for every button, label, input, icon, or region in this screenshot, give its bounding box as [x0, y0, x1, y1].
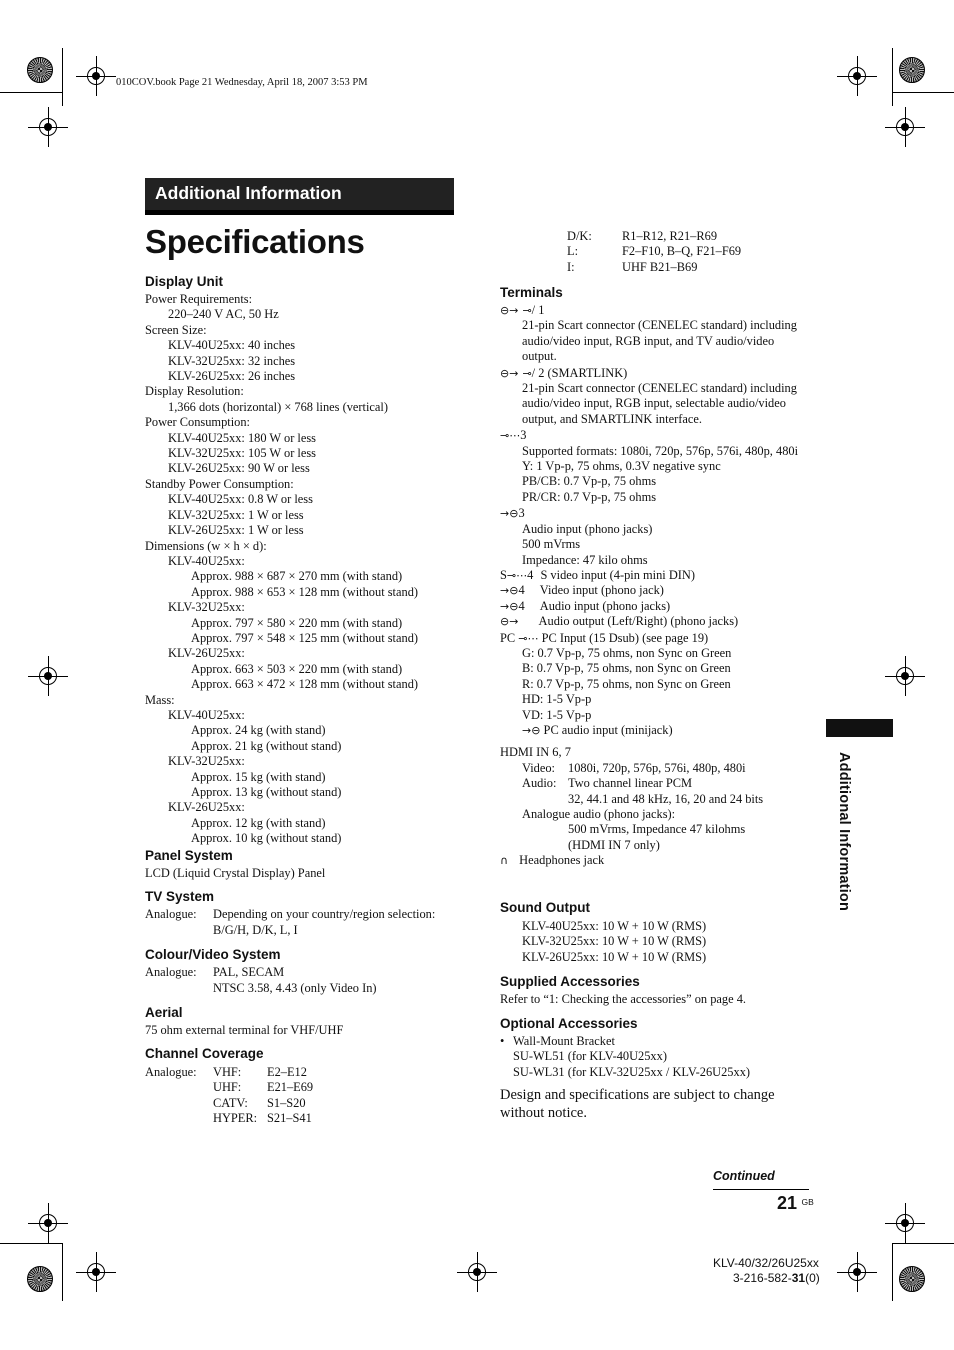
- spec-line: 21-pin Scart connector (CENELEC standard) including: [522, 318, 797, 333]
- spec-line: KLV-26U25xx:: [168, 646, 245, 661]
- note-line: without notice.: [500, 1105, 587, 1121]
- side-tab-label: Additional Information: [836, 752, 852, 912]
- spec-line: KLV-40U25xx:: [168, 553, 245, 568]
- spec-line: Approx. 10 kg (without stand): [191, 831, 342, 846]
- spec-line: Approx. 13 kg (without stand): [191, 785, 342, 799]
- spec-line: Analogue audio (phono jacks):: [522, 807, 676, 821]
- av-input-icon: ⊖→: [500, 366, 519, 380]
- spec-line: KLV-40U25xx: 180 W or less: [168, 430, 317, 445]
- tv-system-line: B/G/H, D/K, L, I: [213, 923, 298, 937]
- sound-output-list: [522, 919, 706, 965]
- tv-system-heading: TV System: [145, 889, 215, 904]
- spec-line: Approx. 663 × 472 × 128 mm (without stand): [191, 677, 419, 692]
- spec-line: Impedance: 47 kilo ohms: [522, 552, 648, 567]
- section-banner-label: Additional Information: [155, 183, 342, 203]
- supplied-accessories-text: Refer to “1: Checking the accessories” on page 4.: [500, 992, 746, 1006]
- spec-line: KLV-26U25xx: 90 W or less: [168, 461, 310, 476]
- colour-system-line: PAL, SECAM: [213, 965, 285, 979]
- spec-line: G: 0.7 Vp-p, 75 ohms, non Sync on Green: [522, 645, 732, 660]
- spec-line: Approx. 988 × 687 × 270 mm (with stand): [191, 569, 403, 584]
- pc-audio-input: →⊖ PC audio input (minijack): [522, 722, 673, 737]
- audio-output-icon: ⊖→: [500, 615, 519, 629]
- panel-system-heading: Panel System: [145, 848, 233, 863]
- tv-system-line: Depending on your country/region selection:: [213, 907, 436, 921]
- terminal-1: ⊖→ ⊸/ 1: [500, 303, 545, 317]
- tv-system-label: Analogue:: [145, 907, 197, 921]
- audio-input-icon: →⊖: [500, 507, 519, 521]
- spec-line: R: 0.7 Vp-p, 75 ohms, non Sync on Green: [522, 676, 731, 691]
- channel-row: I: UHF B21–B69: [567, 259, 698, 274]
- pc-audio-icon: →⊖: [522, 723, 541, 737]
- spec-line: Approx. 15 kg (with stand): [191, 769, 326, 784]
- hdmi-audio: Audio: Two channel linear PCM: [522, 776, 693, 791]
- spec-line: KLV-26U25xx:: [168, 800, 245, 815]
- colour-system-line: NTSC 3.58, 4.43 (only Video In): [213, 981, 377, 995]
- page-title: Specifications: [145, 223, 365, 260]
- spec-line: KLV-26U25xx: 10 W + 10 W (RMS): [522, 949, 707, 964]
- channel-row: CATV: S1–S20: [213, 1095, 306, 1110]
- print-header-note: 010COV.book Page 21 Wednesday, April 18, 2007 3:53 PM: [116, 77, 368, 88]
- section-banner: [145, 178, 454, 215]
- component-input-icon: ⊸⋯: [500, 429, 521, 443]
- colour-system-label: Analogue:: [145, 965, 197, 979]
- design-note: [500, 1086, 775, 1122]
- registration-sun-icon: [27, 1266, 53, 1292]
- model-number: KLV-40/32/26U25xx: [713, 1256, 819, 1270]
- spec-line: SU-WL51 (for KLV-40U25xx): [513, 1049, 667, 1064]
- spec-line: VD: 1-5 Vp-p: [522, 707, 592, 722]
- spec-line: KLV-32U25xx: 105 W or less: [168, 446, 317, 461]
- channel-row: L: F2–F10, B–Q, F21–F69: [567, 244, 742, 259]
- spec-line: B: 0.7 Vp-p, 75 ohms, non Sync on Green: [522, 661, 731, 676]
- pc-input-icon: ⊸⋯: [518, 631, 539, 645]
- spec-line: Supported formats: 1080i, 720p, 576p, 576i, 480p, 480i: [522, 443, 799, 458]
- spec-line: KLV-26U25xx: 26 inches: [168, 369, 296, 384]
- spec-line: Approx. 797 × 548 × 125 mm (without stand): [191, 630, 419, 645]
- spec-line: Power Requirements:: [145, 292, 253, 306]
- spec-line: Audio input (phono jacks): [522, 521, 653, 536]
- hdmi-video: Video: 1080i, 720p, 576p, 576i, 480p, 480i: [522, 760, 746, 775]
- spec-line: Approx. 797 × 580 × 220 mm (with stand): [191, 615, 403, 630]
- channel-coverage-heading: Channel Coverage: [145, 1046, 264, 1061]
- audio-input-icon: →⊖: [500, 599, 519, 613]
- supplied-accessories-heading: Supplied Accessories: [500, 974, 640, 989]
- registration-sun-icon: [899, 57, 925, 83]
- channel-row: HYPER: S21–S41: [213, 1111, 312, 1126]
- spec-line: output.: [522, 349, 557, 364]
- optional-accessories-list: [500, 1034, 750, 1080]
- spec-line: HD: 1-5 Vp-p: [522, 692, 592, 707]
- display-unit-list: [145, 292, 418, 847]
- spec-line: PB/CB: 0.7 Vp-p, 75 ohms: [522, 474, 657, 489]
- spec-line: SU-WL31 (for KLV-32U25xx / KLV-26U25xx): [513, 1064, 751, 1079]
- audio-output: ⊖→ Audio output (Left/Right) (phono jacks): [500, 614, 739, 629]
- spec-line: KLV-32U25xx: 1 W or less: [168, 507, 304, 522]
- hdmi-heading: HDMI IN 6, 7: [500, 745, 571, 760]
- terminal-3: ⊸⋯3: [500, 428, 527, 443]
- s-video-input-4: S⊸⋯4 S video input (4-pin mini DIN): [500, 567, 695, 582]
- spec-line: (HDMI IN 7 only): [568, 837, 660, 852]
- audio-input-4: →⊖4 Audio input (phono jacks): [500, 598, 671, 613]
- side-tab-marker: [826, 719, 893, 737]
- spec-line: KLV-32U25xx:: [168, 600, 245, 615]
- spec-line: Power Consumption:: [145, 415, 250, 430]
- document-code: 3-216-582-31(0): [733, 1271, 820, 1285]
- s-video-icon: ⊸⋯: [506, 568, 528, 582]
- spec-line: KLV-32U25xx:: [168, 754, 245, 769]
- registration-sun-icon: [899, 1266, 925, 1292]
- spec-line: KLV-32U25xx: 32 inches: [168, 353, 296, 368]
- spec-line: audio/video input, RGB input, and TV audio/video: [522, 333, 775, 348]
- spec-line: Display Resolution:: [145, 384, 244, 399]
- spec-line: KLV-32U25xx: 10 W + 10 W (RMS): [522, 934, 707, 949]
- av-output-icon: ⊸: [522, 304, 532, 317]
- spec-line: Standby Power Consumption:: [145, 476, 294, 491]
- registration-sun-icon: [27, 57, 53, 83]
- spec-line: 21-pin Scart connector (CENELEC standard) including: [522, 381, 797, 396]
- channel-coverage-label: Analogue:: [145, 1065, 197, 1079]
- colour-system-heading: Colour/Video System: [145, 947, 281, 962]
- spec-line: KLV-40U25xx:: [168, 707, 245, 722]
- list-item: • Wall-Mount Bracket: [500, 1034, 615, 1048]
- spec-line: 220–240 V AC, 50 Hz: [168, 307, 279, 322]
- channel-row: UHF: E21–E69: [213, 1080, 314, 1095]
- display-unit-heading: Display Unit: [145, 274, 224, 289]
- channel-row: D/K: R1–R12, R21–R69: [567, 229, 718, 243]
- spec-line: Dimensions (w × h × d):: [145, 538, 267, 553]
- av-output-icon: ⊸: [522, 366, 532, 380]
- spec-line: 500 mVrms, Impedance 47 kilohms: [568, 822, 746, 837]
- spec-line: 1,366 dots (horizontal) × 768 lines (vertical): [168, 399, 388, 414]
- spec-line: output, and SMARTLINK interface.: [522, 411, 702, 426]
- video-input-4: →⊖4 Video input (phono jack): [500, 583, 664, 598]
- headphones-icon: ∩: [500, 854, 509, 868]
- spec-line: KLV-40U25xx: 10 W + 10 W (RMS): [522, 919, 707, 933]
- terminals-list: [500, 303, 798, 869]
- spec-line: Mass:: [145, 692, 175, 707]
- spec-line: Y: 1 Vp-p, 75 ohms, 0.3V negative sync: [522, 459, 721, 474]
- spec-line: PR/CR: 0.7 Vp-p, 75 ohms: [522, 489, 657, 504]
- av-input-icon: ⊖→: [500, 304, 519, 317]
- video-input-icon: →⊖: [500, 584, 519, 598]
- spec-line: 500 mVrms: [522, 537, 581, 552]
- pc-input: PC ⊸⋯ PC Input (15 Dsub) (see page 19): [500, 630, 709, 645]
- audio-input-3: →⊖3: [500, 506, 525, 521]
- spec-line: Approx. 12 kg (with stand): [191, 815, 326, 830]
- spec-line: Approx. 988 × 653 × 128 mm (without stand): [191, 584, 419, 599]
- spec-line: KLV-26U25xx: 1 W or less: [168, 523, 304, 538]
- spec-line: Approx. 24 kg (with stand): [191, 723, 326, 738]
- panel-system-text: LCD (Liquid Crystal Display) Panel: [145, 866, 326, 880]
- aerial-heading: Aerial: [145, 1005, 183, 1020]
- spec-line: Approx. 663 × 503 × 220 mm (with stand): [191, 661, 403, 676]
- spec-line: audio/video input, RGB input, selectable audio/video: [522, 396, 786, 411]
- channel-coverage-continued: [567, 229, 741, 275]
- continued-label: Continued: [713, 1169, 775, 1183]
- channel-row: VHF: E2–E12: [213, 1065, 307, 1079]
- optional-accessories-heading: Optional Accessories: [500, 1016, 638, 1031]
- spec-line: KLV-40U25xx: 0.8 W or less: [168, 492, 313, 507]
- channel-coverage-table: [213, 1065, 313, 1127]
- spec-line: KLV-40U25xx: 40 inches: [168, 338, 296, 353]
- aerial-text: 75 ohm external terminal for VHF/UHF: [145, 1023, 344, 1037]
- terminal-2: ⊖→ ⊸/ 2 (SMARTLINK): [500, 365, 628, 380]
- headphones-line: ∩ Headphones jack: [500, 853, 605, 868]
- page-number: 21 $^{GB}$: [777, 1193, 814, 1213]
- spec-line: Approx. 21 kg (without stand): [191, 738, 342, 753]
- spec-line: 32, 44.1 and 48 kHz, 16, 20 and 24 bits: [568, 791, 764, 806]
- note-line: Design and specifications are subject to change: [500, 1087, 775, 1103]
- terminals-heading: Terminals: [500, 285, 563, 300]
- sound-output-heading: Sound Output: [500, 900, 590, 915]
- spec-line: Screen Size:: [145, 322, 207, 337]
